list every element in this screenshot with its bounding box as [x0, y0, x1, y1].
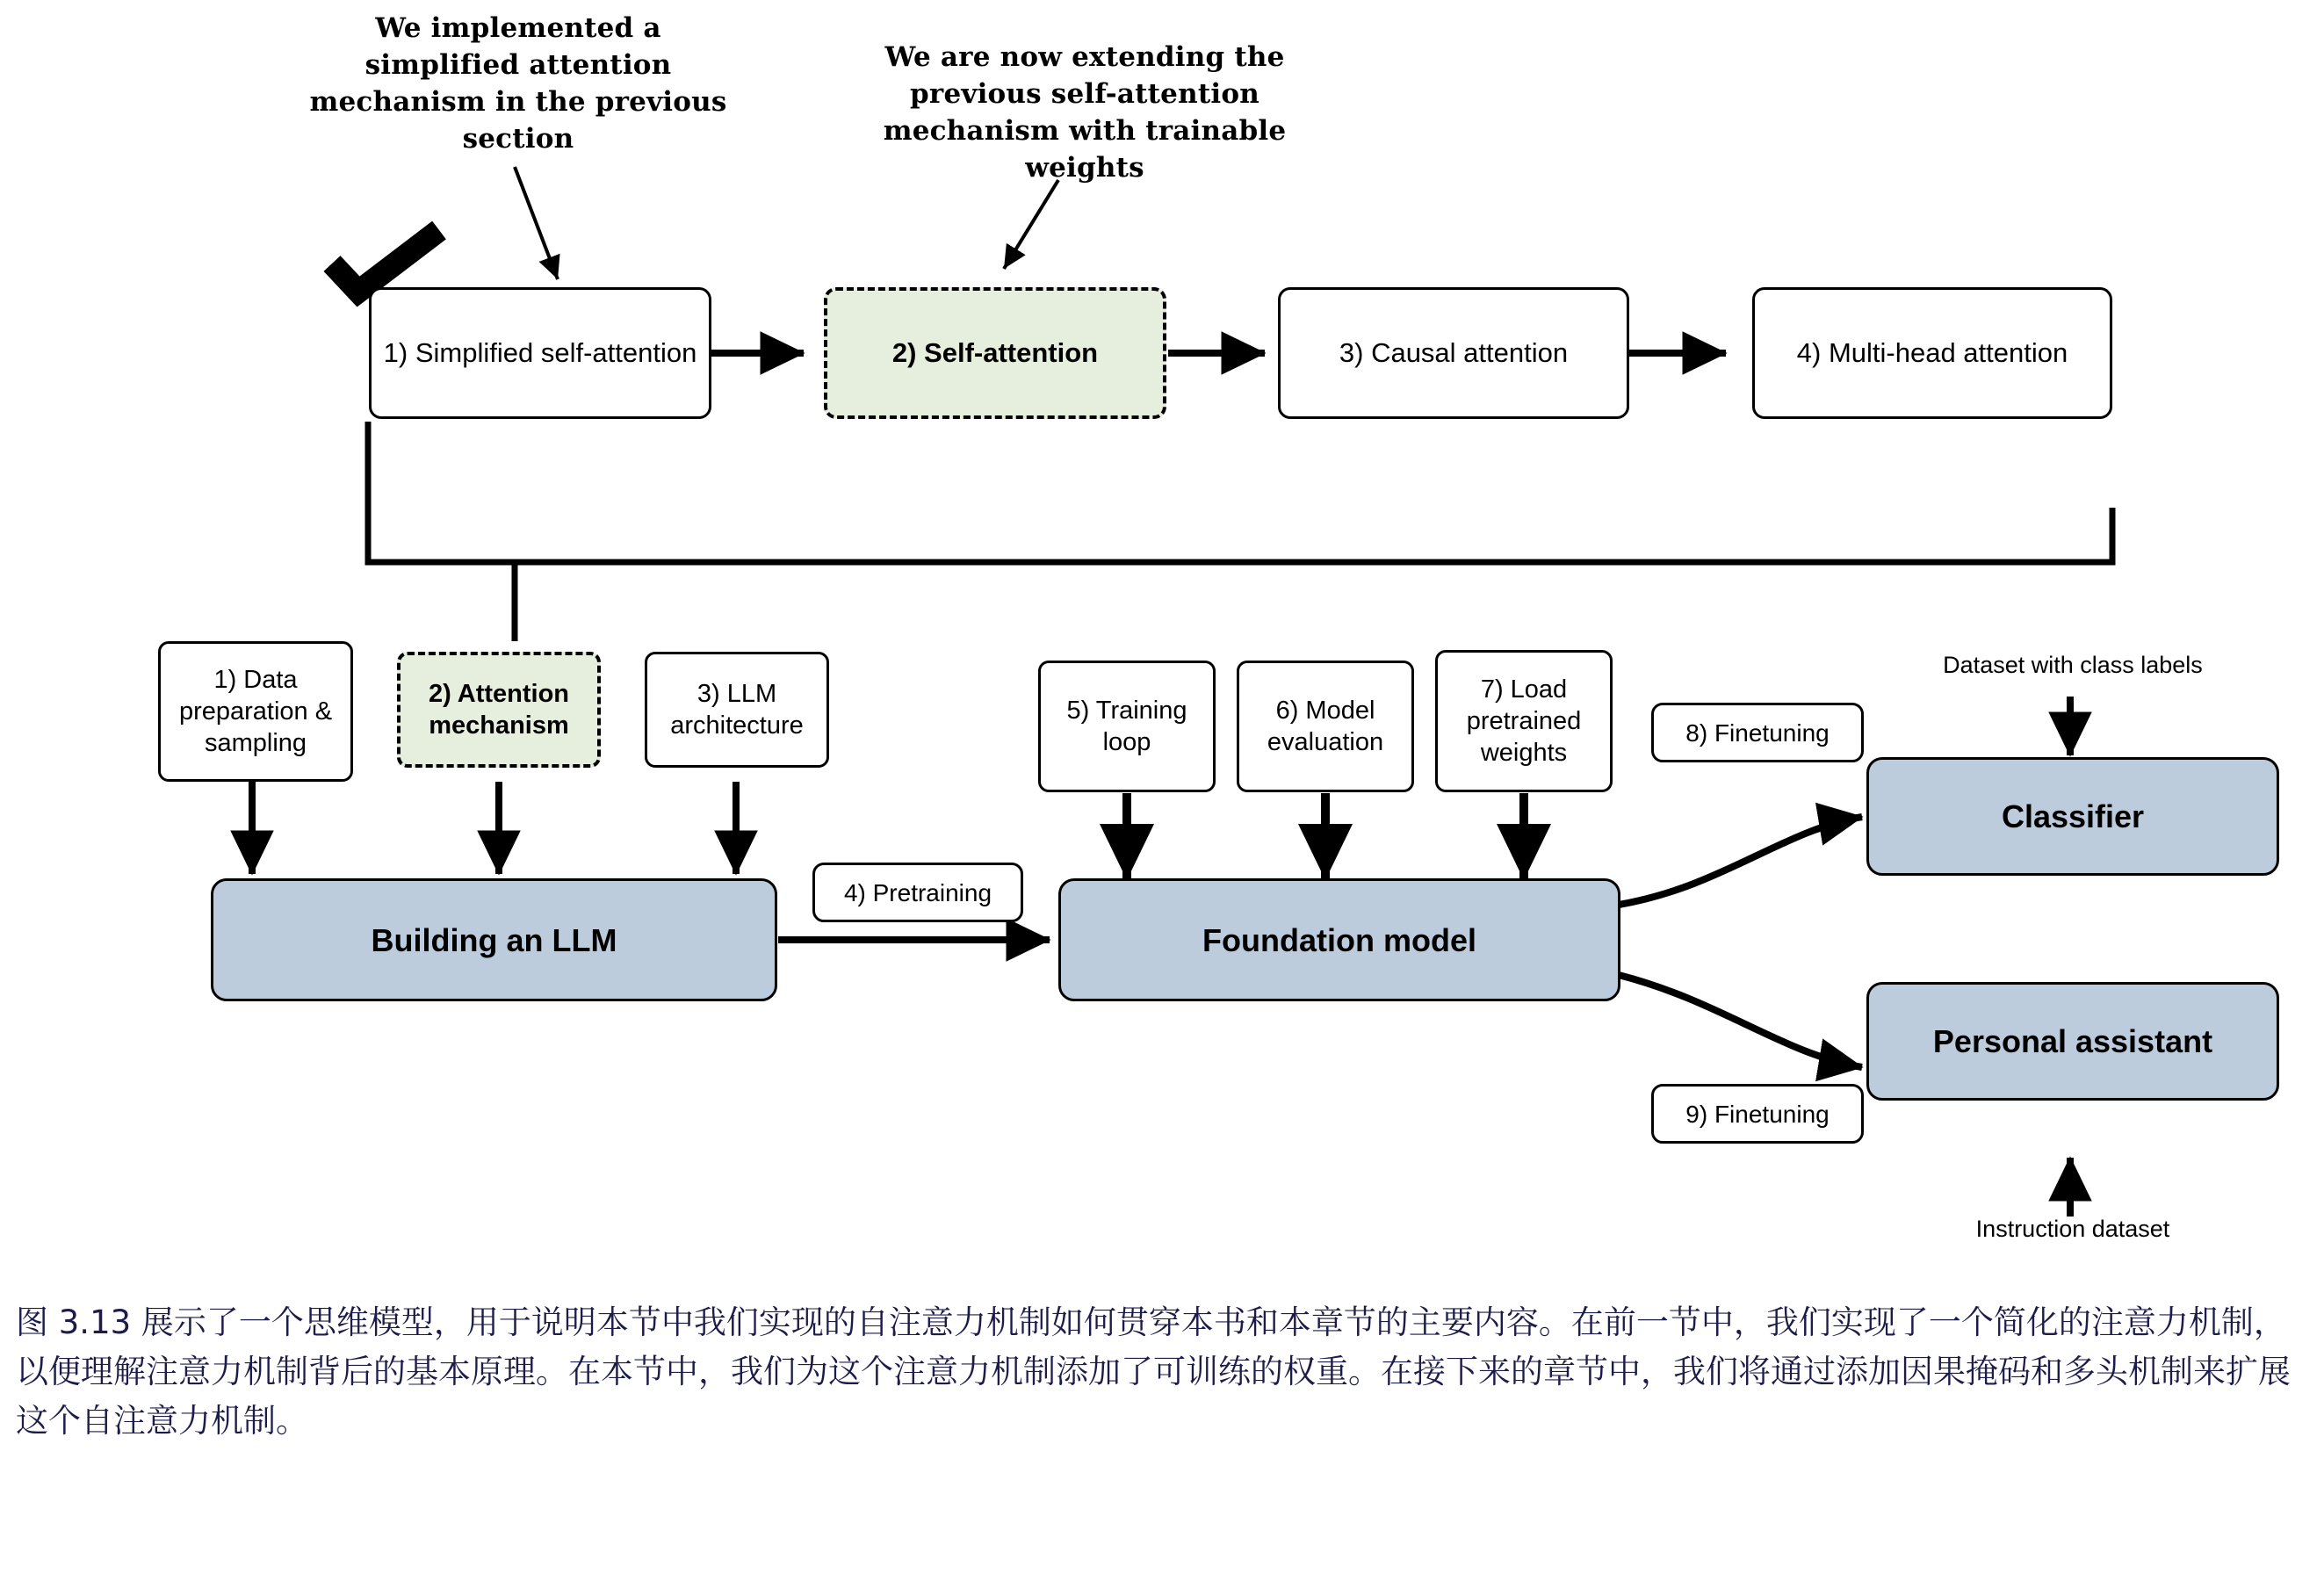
dataset-label-class-labels: Dataset with class labels [1943, 652, 2203, 678]
annotation-right: We are now extending the previous self-attention mechanism with trainable weights [883, 41, 1287, 184]
step-box-load-pretrained-weights[interactable] [1435, 650, 1613, 792]
dataset-label-instruction: Instruction dataset [1975, 1216, 2170, 1242]
stage-label: 4) Multi-head attention [1796, 336, 2068, 368]
step-label: 1) Data preparation & sampling [178, 665, 333, 758]
block-building-an-llm[interactable] [211, 878, 777, 1001]
stage-label: 3) Causal attention [1339, 336, 1569, 368]
block-foundation-model[interactable] [1058, 878, 1620, 1001]
stage-box-multi-head-attention[interactable] [1752, 287, 2112, 419]
step-label: 2) Attention mechanism [428, 679, 569, 740]
step-box-training-loop[interactable] [1038, 661, 1216, 792]
block-label: Personal assistant [1932, 1023, 2213, 1059]
caption-text: 图 3.13 展示了一个思维模型，用于说明本节中我们实现的自注意力机制如何贯穿本书和本章节的主要内容。在前一节中，我们实现了一个简化的注意力机制，以便理解注意力机制背后的基本原理。在本节中，我们为这个注意力机制添加了可训练的权重。在接下来的章节中，我们将通过添加因果掩码和多头机制来扩展这个自注意力机制。 [16, 1303, 2291, 1440]
pretraining-label: 4) Pretraining [843, 878, 992, 906]
step-label: 3) LLM architecture [670, 679, 804, 740]
annotation-left: We implemented a simplified attention mechanism in the previous section [309, 12, 727, 155]
stage-box-simplified-self-attention[interactable] [369, 287, 711, 419]
step-label: 5) Training loop [1066, 696, 1187, 756]
block-label: Classifier [2001, 798, 2145, 834]
block-label: Foundation model [1202, 921, 1476, 958]
step-label: 7) Load pretrained weights [1466, 675, 1582, 768]
block-classifier[interactable] [1866, 757, 2279, 876]
finetuning-label: 8) Finetuning [1685, 718, 1830, 747]
block-label: Building an LLM [371, 921, 617, 958]
step-box-data-preparation[interactable] [158, 641, 353, 782]
stage-box-causal-attention[interactable] [1278, 287, 1629, 419]
finetuning-label-box-9[interactable] [1651, 1084, 1864, 1144]
block-personal-assistant[interactable] [1866, 982, 2279, 1101]
step-label: 6) Model evaluation [1267, 696, 1384, 756]
figure-caption [16, 1298, 2308, 1447]
finetuning-label-box-8[interactable] [1651, 703, 1864, 762]
finetuning-label: 9) Finetuning [1685, 1100, 1830, 1128]
step-box-attention-mechanism[interactable] [397, 652, 601, 768]
stage-label: 2) Self-attention [891, 336, 1099, 368]
stage-box-self-attention[interactable] [824, 287, 1166, 419]
step-box-model-evaluation[interactable] [1237, 661, 1414, 792]
step-box-llm-architecture[interactable] [645, 652, 829, 768]
pretraining-label-box[interactable] [812, 863, 1023, 922]
stage-label: 1) Simplified self-attention [383, 336, 697, 368]
